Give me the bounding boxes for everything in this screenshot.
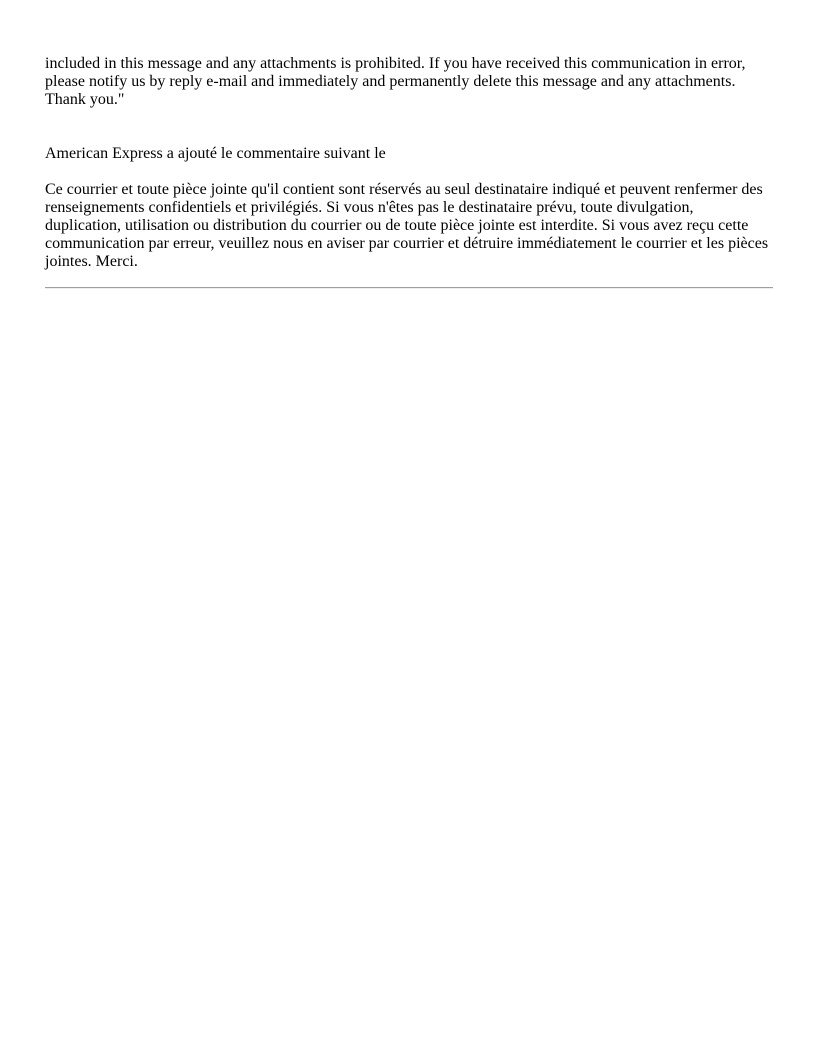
english-disclaimer-paragraph: included in this message and any attachments is prohibited. If you have received this communication in error, please notify us by reply e-mail and immediately and permanently delete this message and any attachments. Thank you." xyxy=(45,55,746,108)
comment-intro-line: American Express a ajouté le commentaire suivant le xyxy=(45,145,386,162)
french-disclaimer-paragraph: Ce courrier et toute pièce jointe qu'il contient sont réservés au seul destinataire indiqué et peuvent renfermer des renseignements confidentiels et privilégiés. Si vous n'êtes pas le destinataire prévu, toute divulgation, duplication, utilisation ou distribution du courrier ou de toute pièce jointe est interdite. Si vous avez reçu cette communication par erreur, veuillez nous en aviser par courrier et détruire immédiatement le courrier et les pièces jointes. Merci. xyxy=(45,181,769,270)
email-body xyxy=(45,55,773,297)
horizontal-divider xyxy=(45,287,773,289)
